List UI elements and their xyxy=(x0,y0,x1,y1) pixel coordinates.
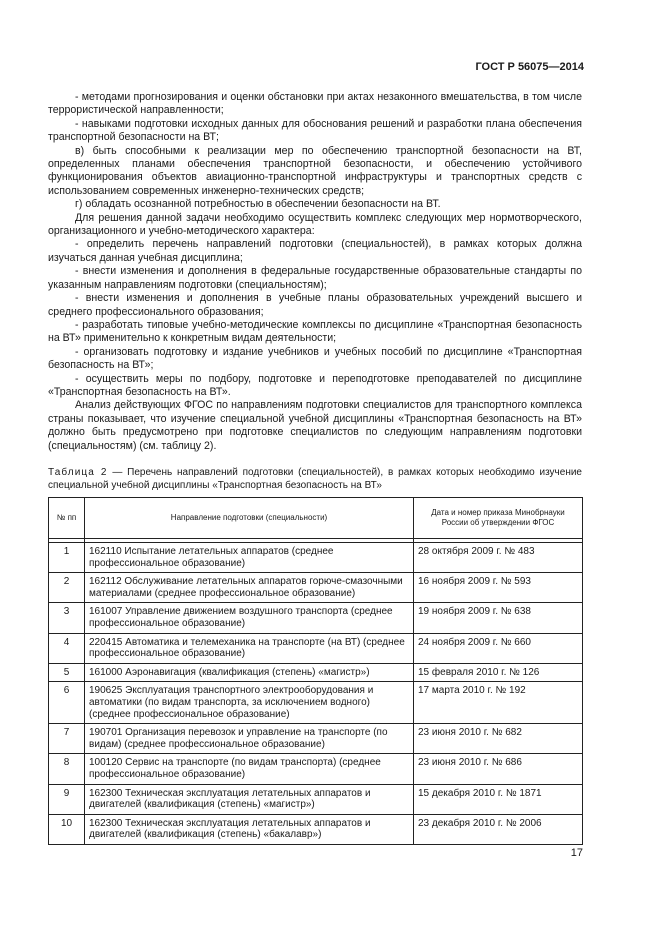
row-number: 4 xyxy=(49,633,85,663)
paragraph: г) обладать осознанной потребностью в обеспечении безопасности на ВТ. xyxy=(75,198,441,211)
row-number: 9 xyxy=(49,784,85,814)
paragraph: - определить перечень направлений подготовки (специальностей), в рамках которых должна изучаться данная учебная дисциплина; xyxy=(48,238,582,264)
paragraph: Анализ действующих ФГОС по направлениям подготовки специалистов для транспортного комплекса страны показывает, что изучение специальной учебной дисциплины «Транспортная безопасность на ВТ» должно быть предусмотрено при подготовке специалистов по следующим направлениям подготовки (специальностям) (см. таблицу 2). xyxy=(48,399,582,452)
paragraph: - разработать типовые учебно-методические комплексы по дисциплине «Транспортная безопасность на ВТ» применительно к конкретным видам деятельности; xyxy=(48,318,582,345)
table-row xyxy=(49,543,583,573)
paragraph: Для решения данной задачи необходимо осуществить комплекс следующих мер нормотворческого, организационного и учебно-методического характера: xyxy=(48,211,582,238)
header-direction: Направление подготовки (специальности) xyxy=(85,498,414,539)
table-caption-text: — Перечень направлений подготовки (специальностей), в рамках которых необходимо изучение специальной учебной дисциплины «Транспортная безопасность на ВТ» xyxy=(48,467,582,491)
row-direction: 161007 Управление движением воздушного транспорта (среднее профессиональное образование) xyxy=(85,603,414,633)
header-order: Дата и номер приказа Минобрнауки России об утверждении ФГОС xyxy=(414,498,583,539)
row-order: 15 декабря 2010 г. № 1871 xyxy=(414,784,583,814)
row-number: 10 xyxy=(49,814,85,844)
document-header: ГОСТ Р 56075—2014 xyxy=(475,61,584,73)
row-direction: 100120 Сервис на транспорте (по видам транспорта) (среднее профессиональное образование) xyxy=(85,754,414,784)
paragraph: в) быть способными к реализации мер по обеспечению транспортной безопасности на ВТ, определенных планами обеспечения транспортной безопасности, и обеспечению устойчивого функционирования объектов авиационно-транспортной инфраструктуры и транспортных средств с использованием современных инженерно-технических средств; xyxy=(48,144,582,197)
row-direction: 190625 Эксплуатация транспортного электрооборудования и автоматики (по видам транспорта, за исключением водного) (среднее профессиональное образование) xyxy=(85,682,414,724)
row-number: 1 xyxy=(49,543,85,573)
row-number: 2 xyxy=(49,573,85,603)
table-row xyxy=(49,603,583,633)
table-row xyxy=(49,633,583,663)
table-row xyxy=(49,784,583,814)
row-direction: 162110 Испытание летательных аппаратов (среднее профессиональное образование) xyxy=(85,543,414,573)
row-order: 23 июня 2010 г. № 686 xyxy=(414,754,583,784)
table-row xyxy=(49,663,583,682)
row-order: 23 июня 2010 г. № 682 xyxy=(414,724,583,754)
row-order: 17 марта 2010 г. № 192 xyxy=(414,682,583,724)
table-row xyxy=(49,682,583,724)
row-number: 3 xyxy=(49,603,85,633)
row-direction: 162300 Техническая эксплуатация летательных аппаратов и двигателей (квалификация (степень) «магистр») xyxy=(85,784,414,814)
page-number: 17 xyxy=(570,847,583,859)
row-number: 8 xyxy=(49,754,85,784)
table-row xyxy=(49,724,583,754)
row-order: 28 октября 2009 г. № 483 xyxy=(414,543,583,573)
table-row xyxy=(49,573,583,603)
row-order: 15 февраля 2010 г. № 126 xyxy=(414,663,583,682)
table-caption xyxy=(48,466,582,492)
row-direction: 161000 Аэронавигация (квалификация (степень) «магистр») xyxy=(85,663,414,682)
row-order: 24 ноября 2009 г. № 660 xyxy=(414,633,583,663)
directions-table xyxy=(48,497,583,845)
paragraph: - внести изменения и дополнения в учебные планы образовательных учреждений высшего и среднего профессионального образования; xyxy=(48,292,582,318)
paragraph: - внести изменения и дополнения в федеральные государственные образовательные стандарты по указанным направлениям подготовки (специальностям); xyxy=(48,265,582,291)
body-text xyxy=(48,91,582,453)
row-number: 7 xyxy=(49,724,85,754)
row-direction: 220415 Автоматика и телемеханика на транспорте (на ВТ) (среднее профессиональное образование) xyxy=(85,633,414,663)
table-caption-label: Таблица 2 xyxy=(48,467,108,478)
row-number: 6 xyxy=(49,682,85,724)
table-header-row xyxy=(49,498,583,539)
paragraph: - методами прогнозирования и оценки обстановки при актах незаконного вмешательства, в том числе террористической направленности; xyxy=(48,91,582,117)
row-direction: 162112 Обслуживание летательных аппаратов горюче-смазочными материалами (среднее профессиональное образование) xyxy=(85,573,414,603)
table-row xyxy=(49,814,583,844)
table-row xyxy=(49,754,583,784)
paragraph: - осуществить меры по подбору, подготовке и переподготовке преподавателей по дисциплине «Транспортная безопасность на ВТ». xyxy=(48,372,582,398)
paragraph: - навыками подготовки исходных данных для обоснования решений и разработки плана обеспечения транспортной безопасности на ВТ; xyxy=(48,117,582,144)
row-order: 19 ноября 2009 г. № 638 xyxy=(414,603,583,633)
header-number: № пп xyxy=(49,498,85,539)
row-order: 16 ноября 2009 г. № 593 xyxy=(414,573,583,603)
row-order: 23 декабря 2010 г. № 2006 xyxy=(414,814,583,844)
row-number: 5 xyxy=(49,663,85,682)
paragraph: - организовать подготовку и издание учебников и учебных пособий по дисциплине «Транспортная безопасность на ВТ»; xyxy=(48,345,582,372)
row-direction: 162300 Техническая эксплуатация летательных аппаратов и двигателей (квалификация (степень) «бакалавр») xyxy=(85,814,414,844)
row-direction: 190701 Организация перевозок и управление на транспорте (по видам) (среднее профессиональное образование) xyxy=(85,724,414,754)
